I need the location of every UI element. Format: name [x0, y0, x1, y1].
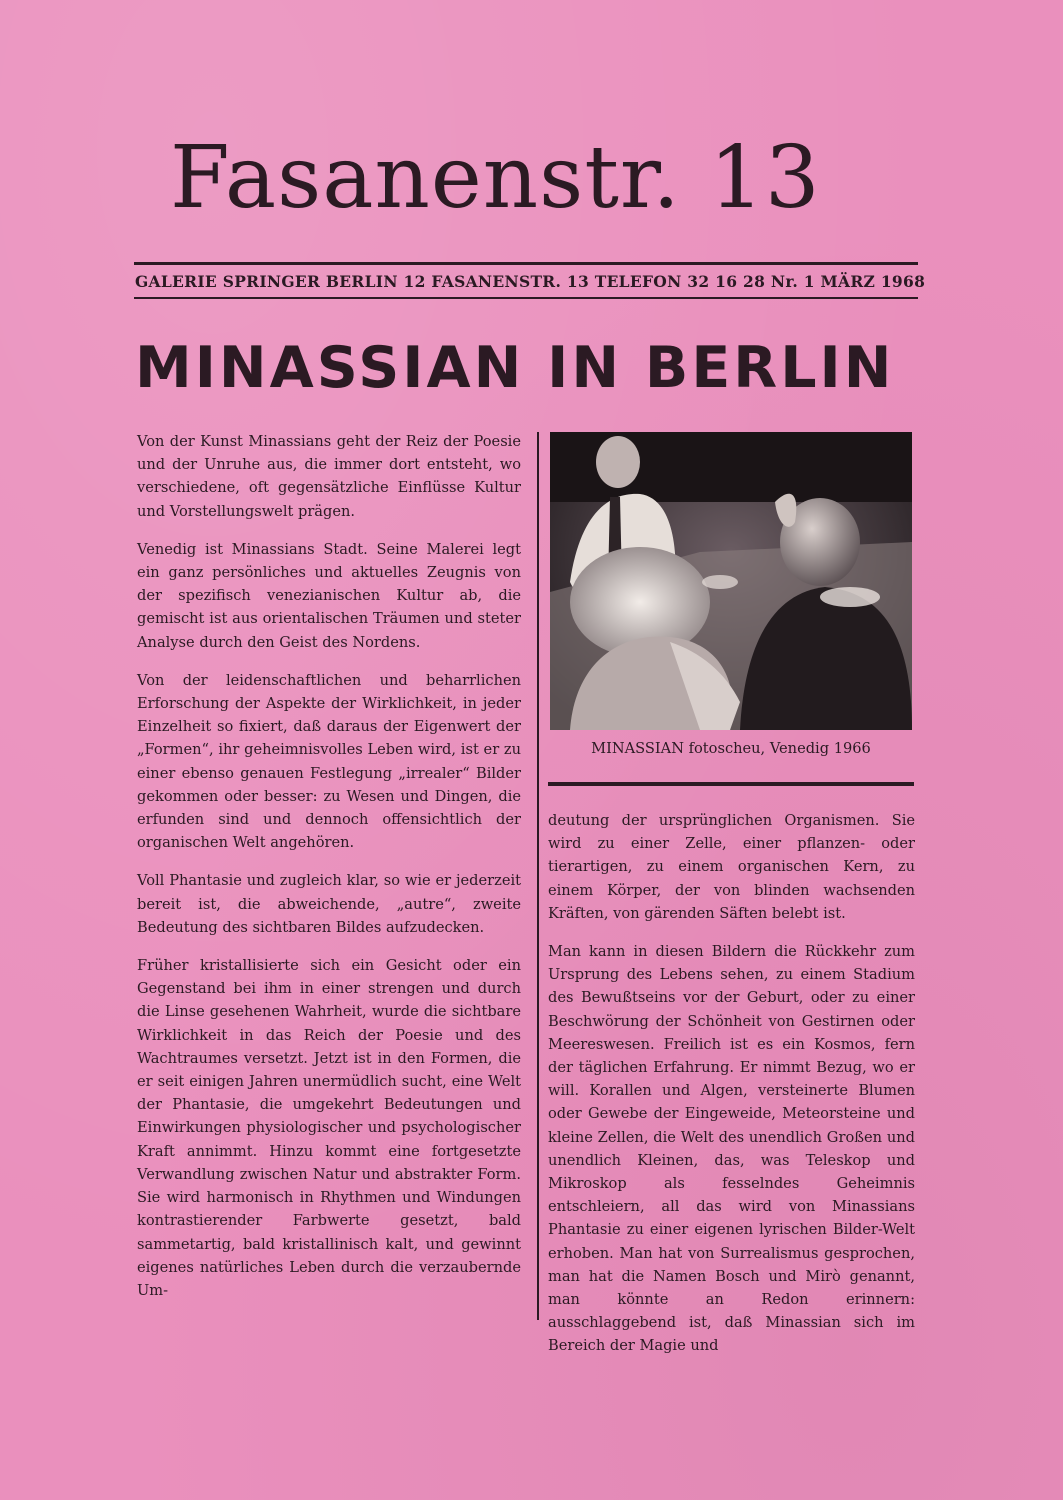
paragraph: Venedig ist Minassians Stadt. Seine Malerei legt ein ganz persönliches und aktuelles Zeugnis von der spezifisch venezianischen Kultur ab, die gemischt ist aus orientalischen Träumen und steter Analyse durch den Geist des Nordens. [137, 540, 521, 651]
left-column [137, 430, 521, 1317]
photo-illustration [550, 432, 912, 730]
photo-separator-rule [548, 782, 914, 786]
gallery-info-line: GALERIE SPRINGER BERLIN 12 FASANENSTR. 13 TELEFON 32 16 28 Nr. 1 MÄRZ 1968 [135, 272, 926, 291]
paragraph: Voll Phantasie und zugleich klar, so wie er jederzeit bereit ist, die abweichende, „autre“, zweite Bedeutung des sichtbaren Bildes aufzudecken. [137, 872, 521, 936]
paragraph: deutung der ursprünglichen Organismen. Sie wird zu einer Zelle, einer pflanzen- oder tierartigen, zu einem organischen Kern, zu einem Körper, der von blinden wachsenden Kräften, von gärenden Säften belebt ist. [548, 812, 915, 922]
masthead-title: Fasanenstr. 13 [170, 128, 821, 228]
paragraph: Man kann in diesen Bildern die Rückkehr zum Ursprung des Lebens sehen, zu einem Stadium des Bewußtseins vor der Geburt, oder zu einer Beschwörung der Schönheit von Gestirnen oder Meereswesen. Freilich ist es ein Kosmos, fern der täglichen Erfahrung. Er nimmt Bezug, wo er will. Korallen und Algen, versteinerte Blumen oder Gewebe der Eingeweide, Meteorsteine und kleine Zellen, die Welt des unendlich Großen und unendlich Kleinen, das, was Teleskop und Mikroskop als fesselndes Geheimnis entschleiern, all das wird von Minassians Phantasie zu einer eigenen lyrischen Bilder-Welt erhoben. Man hat von Surrealismus gesprochen, man hat die Namen Bosch und Mirò genannt, man könnte an Redon erinnern: ausschlaggebend ist, daß Minassian sich im Bereich der Magie und [548, 943, 915, 1355]
masthead-bottom-rule [134, 297, 918, 299]
article-headline: MINASSIAN IN BERLIN [135, 335, 895, 401]
paragraph: Von der leidenschaftlichen und beharrlichen Erforschung der Aspekte der Wirklichkeit, in jeder Einzelheit so fixiert, daß daraus der Eigenwert der „Formen“, ihr geheimnisvolles Leben wird, ist er zu einer ebenso genauen Festlegung „irrealer“ Bilder gekommen oder besser: zu Wesen und Dingen, die erfunden sind und dennoch offensichtlich der organischen Welt angehören. [137, 671, 521, 852]
artist-photo [550, 432, 912, 730]
right-column [548, 809, 915, 1373]
column-divider [537, 432, 539, 1320]
paragraph: Von der Kunst Minassians geht der Reiz der Poesie und der Unruhe aus, die immer dort entsteht, wo verschiedene, oft gegensätzliche Einflüsse Kultur und Vorstellungswelt prägen. [137, 433, 521, 520]
paragraph: Früher kristallisierte sich ein Gesicht oder ein Gegenstand bei ihm in einer strengen und durch die Linse gesehenen Wahrheit, wurde die sichtbare Wirklichkeit in das Reich der Poesie und des Wachtraumes versetzt. Jetzt ist in den Formen, die er seit einigen Jahren unermüdlich sucht, eine Welt der Phantasie, die umgekehrt Bedeutungen und Einwirkungen physiologischer und psychologischer Kraft annimmt. Hinzu kommt eine fortgesetzte Verwandlung zwischen Natur und abstrakter Form. Sie wird harmonisch in Rhythmen und Windungen kontrastierender Farbwerte gesetzt, bald sammetartig, bald kristallinisch kalt, und gewinnt eigenes natürliches Leben durch die verzaubernde Um- [137, 957, 521, 1299]
photo-caption: MINASSIAN fotoscheu, Venedig 1966 [591, 740, 871, 757]
masthead-top-rule [134, 262, 918, 265]
